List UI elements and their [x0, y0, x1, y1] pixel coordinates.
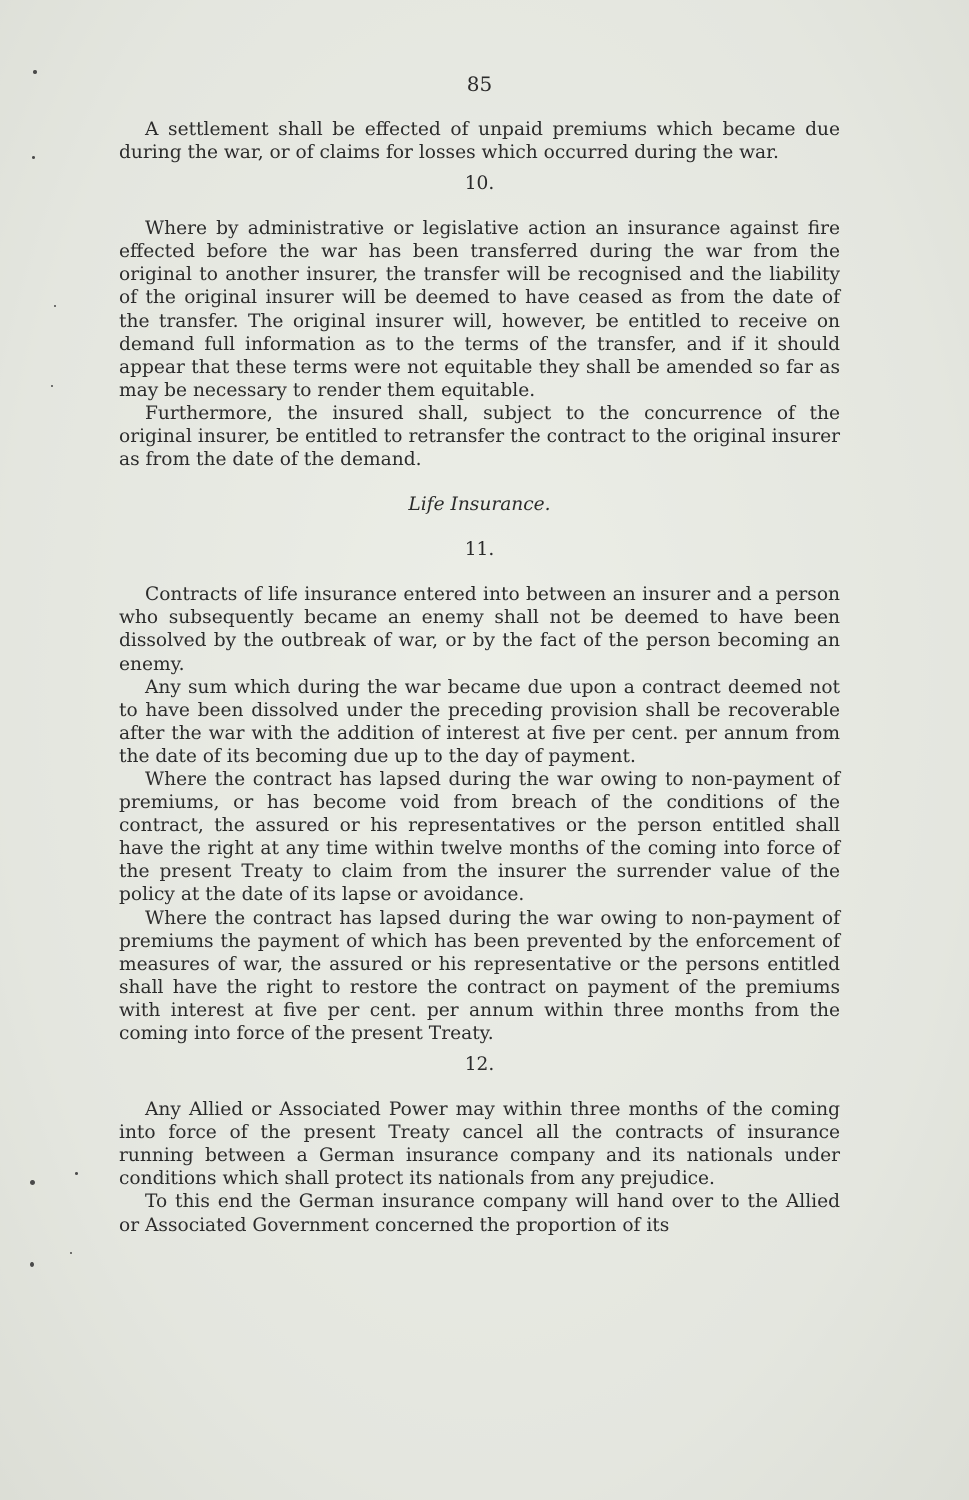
margin-speck: [33, 70, 37, 74]
intro-paragraph: A settlement shall be effected of unpaid premiums which became due during the war, or of claims for losses which occurred during the war.: [119, 119, 840, 164]
section-number-11: 11.: [464, 539, 495, 561]
section-11-paragraph-4: Where the contract has lapsed during the war owing to non-payment of premiums the payment of which has been prevented by the enforcement of measures of war, the assured or his representative or the persons entitled shall have the right to restore the contract on payment of the premiums with interest at five per cent. per annum within three months from the coming into force of the present Treaty.: [119, 907, 840, 1044]
margin-speck: [70, 1252, 72, 1254]
page-content: [119, 68, 840, 1237]
section-11-paragraph-2: Any sum which during the war became due upon a contract deemed not to have been dissolved under the preceding provision shall be recoverable after the war with the addition of interest at five per cent. per annum from the date of its becoming due up to the day of payment.: [119, 676, 840, 767]
margin-speck: [51, 385, 53, 387]
margin-speck: [54, 305, 56, 307]
section-10-paragraph-2: Furthermore, the insured shall, subject to the concurrence of the original insurer, be entitled to retransfer the contract to the original insurer as from the date of the demand.: [119, 402, 840, 471]
section-10-paragraph-1: Where by administrative or legislative action an insurance against fire effected before the war has been transferred during the war from the original to another insurer, the transfer will be recognised and the liability of the original insurer will be deemed to have ceased as from the date of the transfer. The original insurer will, however, be entitled to receive on demand full information as to the terms of the transfer, and if it should appear that these terms were not equitable they shall be amended so far as may be necessary to render them equitable.: [119, 218, 840, 401]
margin-speck: [75, 1172, 78, 1175]
margin-speck: [32, 156, 35, 159]
margin-speck: [30, 1262, 34, 1267]
page-number: 85: [466, 72, 493, 96]
section-11-paragraph-1: Contracts of life insurance entered into between an insurer and a person who subsequently became an enemy shall not be deemed to have been dissolved by the outbreak of war, or by the fact of the person becoming an enemy.: [119, 584, 840, 675]
section-11-paragraph-3: Where the contract has lapsed during the war owing to non-payment of premiums, or has become void from breach of the conditions of the contract, the assured or his representatives or the person entitled shall have the right at any time within twelve months of the coming into force of the present Treaty to claim from the insurer the surrender value of the policy at the date of its lapse or avoidance.: [119, 768, 840, 906]
section-12-paragraph-1: Any Allied or Associated Power may within three months of the coming into force of the present Treaty cancel all the contracts of insurance running between a German insurance company and its nationals under conditions which shall protect its nationals from any prejudice.: [119, 1099, 840, 1190]
section-number-12: 12.: [464, 1054, 495, 1076]
section-12-paragraph-2: To this end the German insurance company will hand over to the Allied or Associated Government concerned the proportion of its: [119, 1191, 840, 1236]
section-number-10: 10.: [464, 173, 495, 195]
life-insurance-heading: Life Insurance.: [408, 494, 551, 516]
margin-speck: [30, 1180, 35, 1185]
